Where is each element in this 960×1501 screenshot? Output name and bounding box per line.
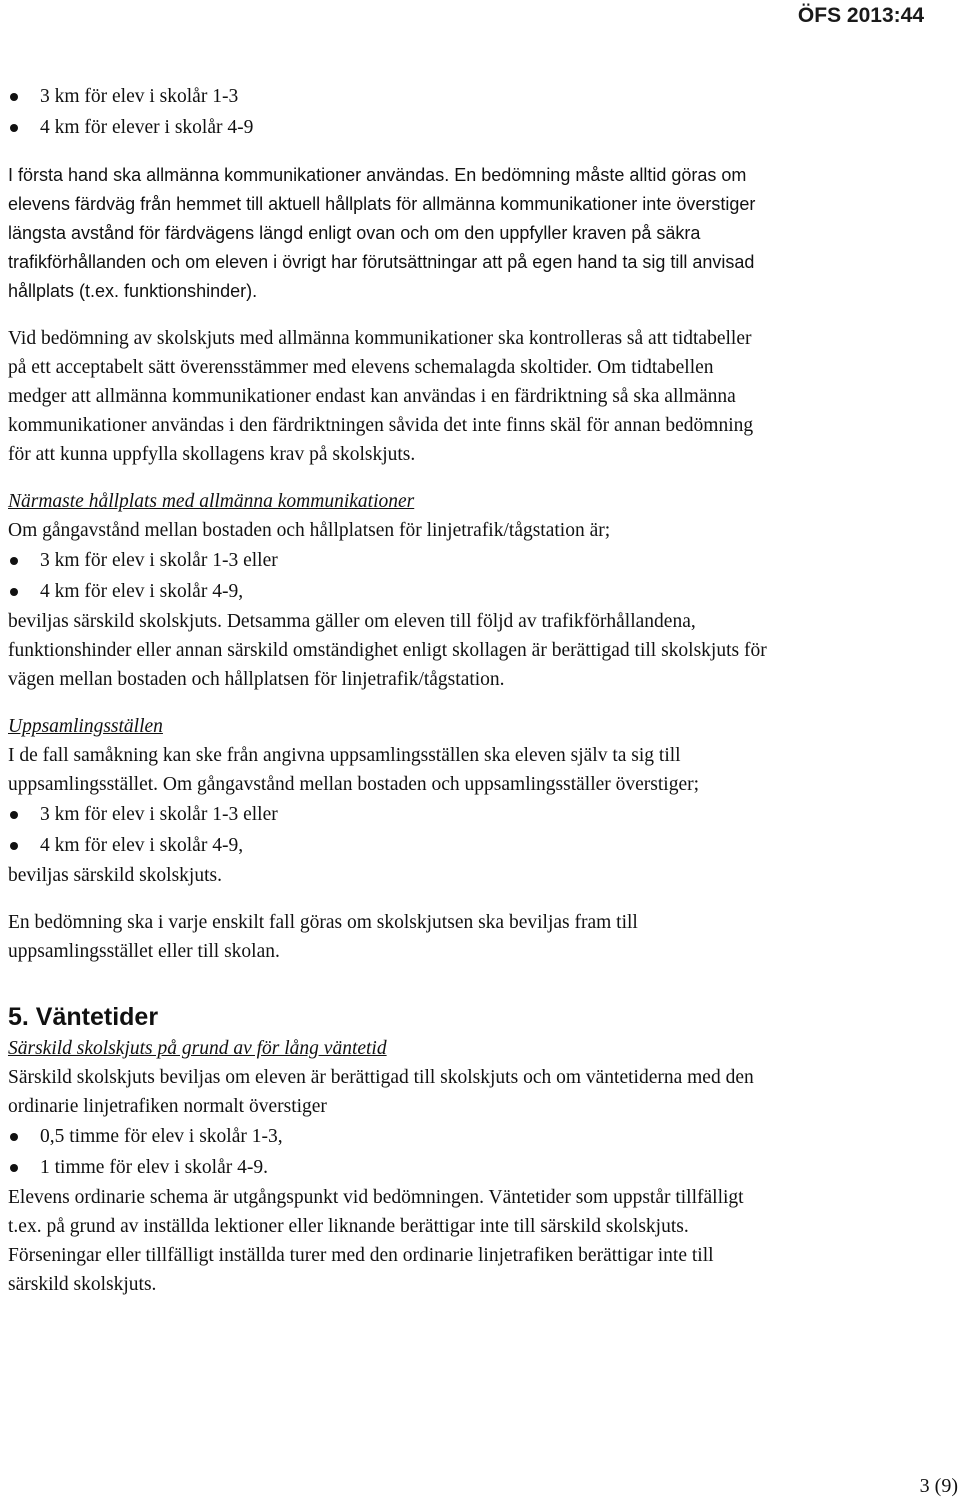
text-line: t.ex. på grund av inställda lektioner eller liknande berättigar inte till särskild skolskjuts.: [8, 1216, 689, 1237]
text-line: Särskild skolskjuts beviljas om eleven är berättigad till skolskjuts och om väntetiderna med den: [8, 1067, 754, 1088]
list-item: 4 km för elever i skolår 4-9: [8, 112, 958, 143]
list-item: 1 timme för elev i skolår 4-9.: [8, 1152, 958, 1183]
text-line: kommunikationer användas i den färdriktningen såvida det inte finns skäl för annan bedömning: [8, 415, 754, 436]
text-line: beviljas särskild skolskjuts.: [8, 865, 222, 886]
text-line: I första hand ska allmänna kommunikationer användas. En bedömning måste alltid göras om: [8, 165, 747, 185]
text-line: hållplats (t.ex. funktionshinder).: [8, 281, 258, 301]
text-line: uppsamlingsstället. Om gångavstånd mellan bostaden och uppsamlingsställer överstiger;: [8, 774, 700, 795]
text-line: vägen mellan bostaden och hållplatsen för linjetrafik/tågstation.: [8, 669, 505, 690]
paragraph-allmanna-kommunikationer: [8, 161, 958, 306]
text-line: Vid bedömning av skolskjuts med allmänna kommunikationer ska kontrolleras så att tidtabeller: [8, 328, 752, 349]
paragraph-tidtabeller: [8, 324, 958, 469]
section-vantetider: [8, 1000, 958, 1299]
section-subheading: Närmaste hållplats med allmänna kommunikationer: [8, 491, 415, 512]
list-item: 3 km för elev i skolår 1-3 eller: [8, 545, 958, 576]
document-code: ÖFS 2013:44: [797, 4, 924, 27]
distance-list: [8, 545, 958, 607]
text-line: särskild skolskjuts.: [8, 1274, 157, 1295]
section-narmaste-hallplats: [8, 487, 958, 694]
text-line: uppsamlingsstället eller till skolan.: [8, 941, 280, 962]
wait-time-list: [8, 1121, 958, 1183]
text-line: I de fall samåkning kan ske från angivna uppsamlingsställen ska eleven själv ta sig till: [8, 745, 681, 766]
list-item: 3 km för elev i skolår 1-3 eller: [8, 799, 958, 830]
section-uppsamlingsstallen: [8, 712, 958, 966]
list-item: 4 km för elev i skolår 4-9,: [8, 576, 958, 607]
text-line: på ett acceptabelt sätt överensstämmer med elevens schemalagda skoltider. Om tidtabellen: [8, 357, 714, 378]
list-item: 3 km för elev i skolår 1-3: [8, 81, 958, 112]
text-line: längsta avstånd för färdvägens längd enligt ovan och om den uppfyller kraven på säkra: [8, 223, 701, 243]
text-line: funktionshinder eller annan särskild omständighet enligt skollagen är berättigad till skolskjuts för: [8, 640, 767, 661]
page-number: 3 (9): [919, 1475, 958, 1497]
text-line: Om gångavstånd mellan bostaden och hållplatsen för linjetrafik/tågstation är;: [8, 520, 611, 541]
section-subheading: Särskild skolskjuts på grund av för lång väntetid: [8, 1038, 387, 1059]
text-line: medger att allmänna kommunikationer endast kan användas i en färdriktning så ska allmänna: [8, 386, 736, 407]
text-line: ordinarie linjetrafiken normalt överstiger: [8, 1096, 327, 1117]
intro-distance-list: [8, 81, 958, 143]
text-line: Förseningar eller tillfälligt inställda turer med den ordinarie linjetrafiken berättigar inte till: [8, 1245, 714, 1266]
document-body: [8, 81, 958, 1299]
text-line: för att kunna uppfylla skollagens krav på skolskjuts.: [8, 444, 416, 465]
distance-list: [8, 799, 958, 861]
text-line: elevens färdväg från hemmet till aktuell hållplats för allmänna kommunikationer inte överstiger: [8, 194, 756, 214]
list-item: 4 km för elev i skolår 4-9,: [8, 830, 958, 861]
list-item: 0,5 timme för elev i skolår 1-3,: [8, 1121, 958, 1152]
text-line: Elevens ordinarie schema är utgångspunkt vid bedömningen. Väntetider som uppstår tillfälligt: [8, 1187, 744, 1208]
section-subheading: Uppsamlingsställen: [8, 716, 163, 737]
text-line: En bedömning ska i varje enskilt fall göras om skolskjutsen ska beviljas fram till: [8, 912, 638, 933]
text-line: beviljas särskild skolskjuts. Detsamma gäller om eleven till följd av trafikförhållandena,: [8, 611, 696, 632]
text-line: trafikförhållanden och om eleven i övrigt har förutsättningar att på egen hand ta sig till anvisad: [8, 252, 755, 272]
section-heading: 5. Väntetider: [8, 1003, 159, 1031]
